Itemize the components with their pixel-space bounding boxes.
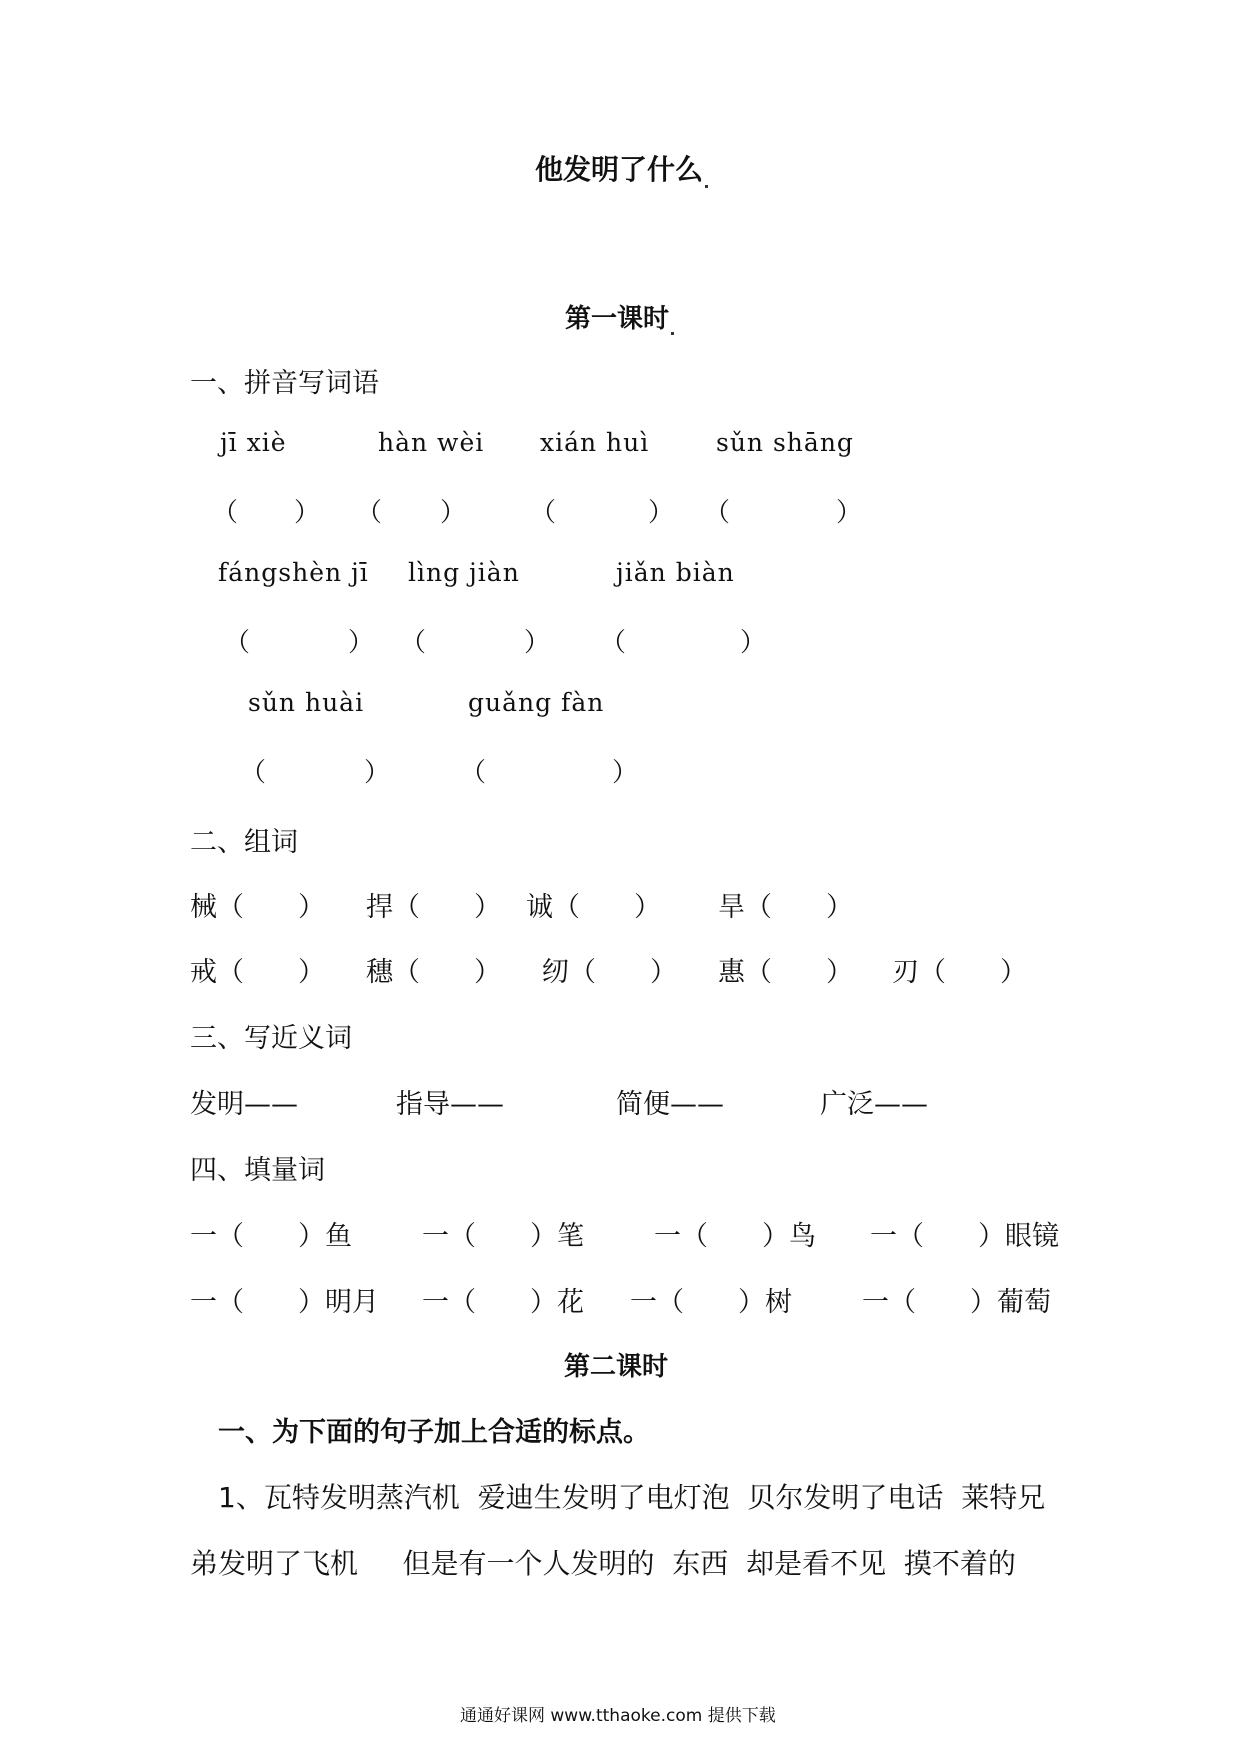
word-formation-item: 惠（ ）: [718, 957, 853, 988]
punctuation-sentence-line: 1、瓦特发明蒸汽机 爱迪生发明了电灯泡 贝尔发明了电话 莱特兄: [218, 1481, 1046, 1514]
measure-word-item: 一（ ）明月: [190, 1287, 379, 1318]
section-word-formation-heading: 二、组词: [190, 827, 298, 858]
measure-word-item: 一（ ）葡萄: [862, 1287, 1051, 1318]
answer-paren-close: ）: [294, 498, 321, 528]
synonym-item: 广泛——: [820, 1089, 928, 1120]
section-synonyms-heading: 三、写近义词: [190, 1023, 352, 1054]
answer-paren-open: （: [460, 758, 487, 788]
answer-paren-close: ）: [524, 628, 551, 658]
answer-paren-close: ）: [364, 758, 391, 788]
lesson1-heading: 第一课时: [565, 298, 674, 335]
measure-word-item: 一（ ）树: [630, 1287, 792, 1318]
word-formation-item: 穗（ ）: [366, 957, 501, 988]
word-formation-item: 戒（ ）: [190, 957, 325, 988]
pinyin-item: jiǎn biàn: [616, 558, 735, 587]
answer-paren-close: ）: [648, 498, 675, 528]
synonym-item: 简便——: [616, 1089, 724, 1120]
answer-paren-open: （: [600, 628, 627, 658]
punctuation-sentence-line: 弟发明了飞机 但是有一个人发明的 东西 却是看不见 摸不着的: [190, 1547, 1016, 1580]
pinyin-item: lìng jiàn: [408, 558, 520, 587]
answer-paren-close: ）: [740, 628, 767, 658]
answer-paren-close: ）: [348, 628, 375, 658]
word-formation-item: 纫（ ）: [542, 957, 677, 988]
answer-paren-close: ）: [836, 498, 863, 528]
answer-paren-open: （: [240, 758, 267, 788]
pinyin-item: xián huì: [540, 428, 650, 457]
measure-word-item: 一（ ）花: [422, 1287, 584, 1318]
pinyin-item: sǔn shāng: [716, 428, 854, 457]
section-punctuation-heading: 一、为下面的句子加上合适的标点。: [218, 1417, 650, 1448]
measure-word-item: 一（ ）笔: [422, 1221, 584, 1252]
answer-paren-open: （: [224, 628, 251, 658]
section-measure-words-heading: 四、填量词: [190, 1155, 325, 1186]
answer-paren-open: （: [400, 628, 427, 658]
pinyin-item: sǔn huài: [248, 688, 365, 717]
word-formation-item: 旱（ ）: [718, 892, 853, 923]
section-pinyin-heading: 一、拼音写词语: [190, 368, 379, 399]
answer-paren-close: ）: [612, 758, 639, 788]
word-formation-item: 刃（ ）: [892, 957, 1027, 988]
lesson2-heading: 第二课时: [564, 1352, 669, 1382]
answer-paren-open: （: [530, 498, 557, 528]
word-formation-item: 诚（ ）: [526, 892, 661, 923]
measure-word-item: 一（ ）鸟: [654, 1221, 816, 1252]
measure-word-item: 一（ ）鱼: [190, 1221, 352, 1252]
page-title: 他发明了什么: [535, 148, 708, 188]
measure-word-item: 一（ ）眼镜: [870, 1221, 1059, 1252]
synonym-item: 发明——: [190, 1089, 298, 1120]
answer-paren-close: ）: [440, 498, 467, 528]
pinyin-item: guǎng fàn: [468, 688, 605, 717]
word-formation-item: 械（ ）: [190, 892, 325, 923]
answer-paren-open: （: [704, 498, 731, 528]
pinyin-item: hàn wèi: [378, 428, 485, 457]
answer-paren-open: （: [212, 498, 239, 528]
answer-paren-open: （: [356, 498, 383, 528]
pinyin-item: fángshèn jī: [218, 558, 369, 587]
word-formation-item: 捍（ ）: [366, 892, 501, 923]
synonym-item: 指导——: [396, 1089, 504, 1120]
footer-credit: 通通好课网 www.tthaoke.com 提供下载: [460, 1706, 776, 1726]
pinyin-item: jī xiè: [220, 428, 287, 457]
